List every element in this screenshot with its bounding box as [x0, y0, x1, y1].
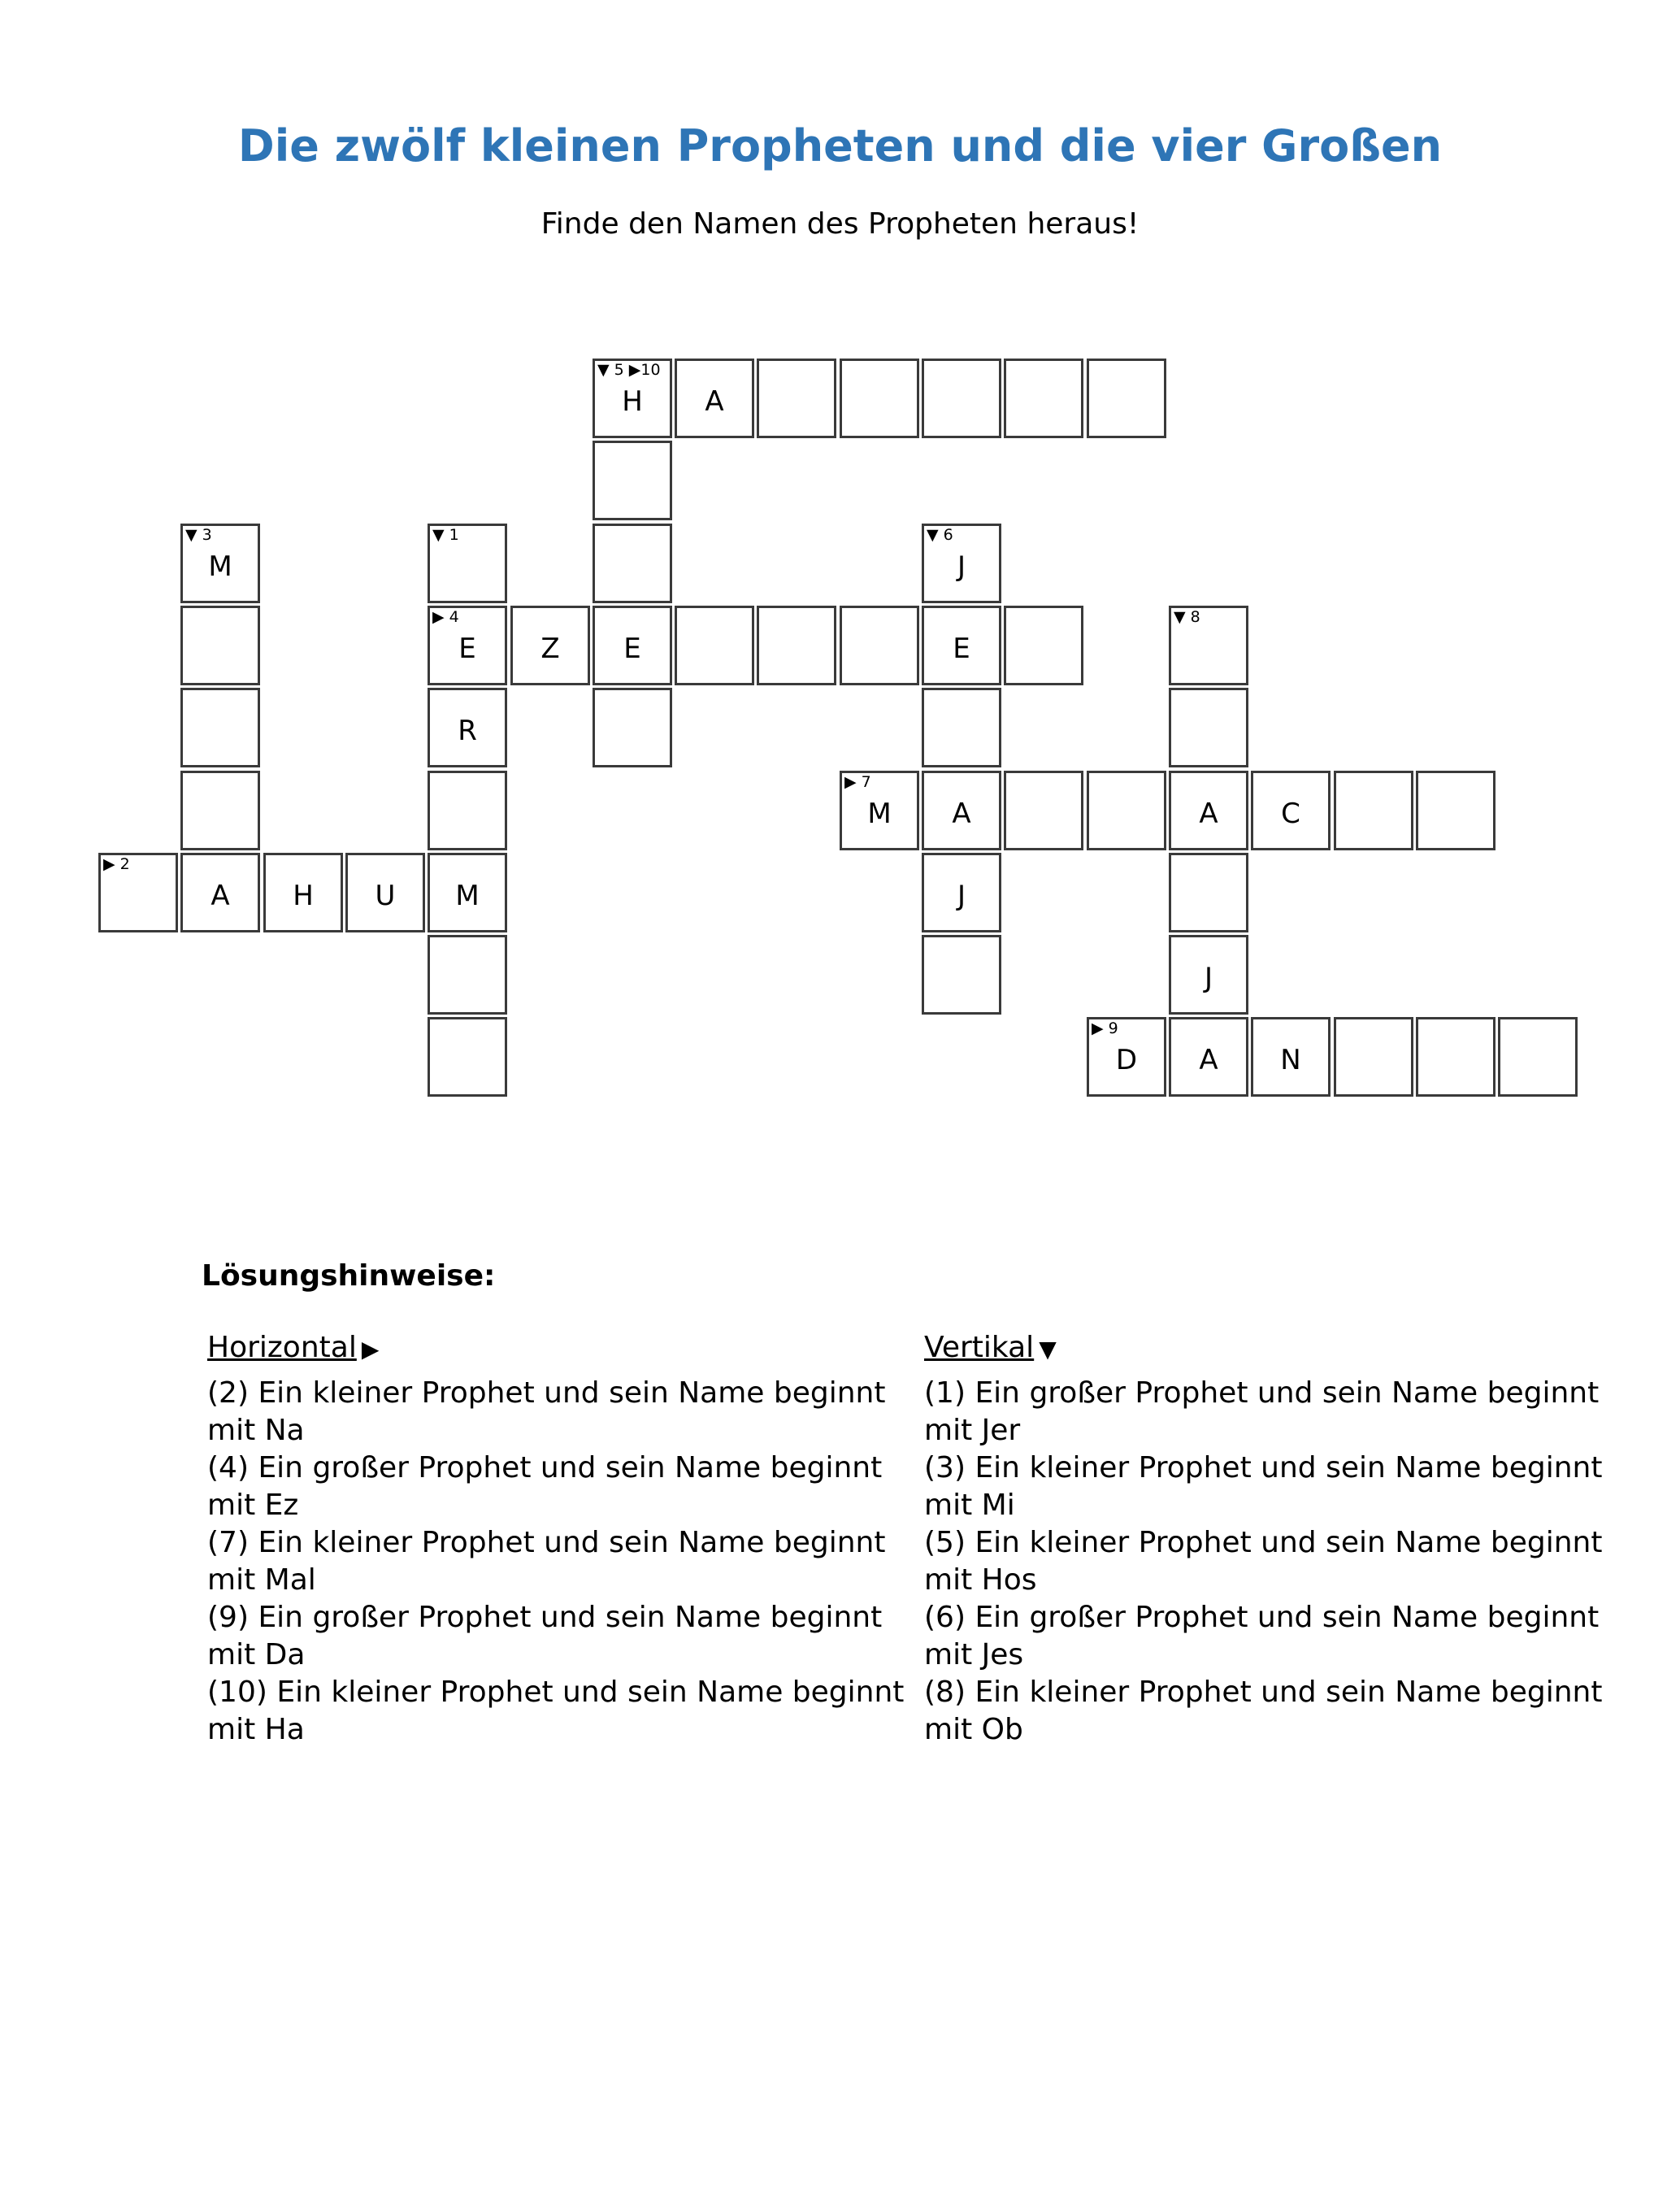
cell-letter: J	[957, 550, 966, 583]
grid-cell[interactable]	[593, 688, 672, 767]
cell-letter: A	[1199, 798, 1218, 830]
grid-cell[interactable]	[922, 935, 1001, 1015]
clue-vertical: (5) Ein kleiner Prophet und sein Name beginnt mit Hos	[924, 1526, 1603, 1597]
cell-letter: Z	[540, 632, 560, 665]
cell-letter: U	[375, 880, 396, 912]
grid-cell[interactable]	[428, 688, 507, 767]
grid-cell[interactable]	[593, 524, 672, 603]
grid-cell[interactable]	[1169, 606, 1248, 685]
grid-cell[interactable]	[1087, 359, 1166, 438]
vertical-label: Vertikal	[924, 1331, 1035, 1364]
hints-title: Lösungshinweise:	[202, 1259, 496, 1293]
clue-number: ▼ 8	[1174, 608, 1200, 626]
cell-letter: M	[867, 798, 892, 830]
grid-cell[interactable]	[1169, 688, 1248, 767]
grid-cell[interactable]	[593, 441, 672, 520]
grid-cell[interactable]	[180, 606, 260, 685]
clue-number: ▼ 1	[432, 526, 459, 544]
grid-cell[interactable]	[1169, 1017, 1248, 1097]
cell-letter: J	[1204, 962, 1213, 994]
grid-cell[interactable]	[428, 853, 507, 932]
grid-cell[interactable]	[1004, 606, 1083, 685]
grid-cell[interactable]	[1416, 771, 1496, 850]
grid-cell[interactable]	[428, 771, 507, 850]
clue-number: ▼ 3	[185, 526, 212, 544]
grid-cell[interactable]	[1169, 935, 1248, 1015]
cell-letter: E	[458, 632, 476, 665]
cell-letter: A	[1199, 1044, 1218, 1076]
grid-cell[interactable]	[675, 359, 754, 438]
cell-letter: M	[455, 880, 480, 912]
grid-cell[interactable]	[840, 771, 919, 850]
grid-cell[interactable]	[1334, 1017, 1413, 1097]
grid-cell[interactable]	[263, 853, 343, 932]
cell-letter: N	[1280, 1044, 1301, 1076]
grid-cell[interactable]	[840, 606, 919, 685]
clue-vertical: (8) Ein kleiner Prophet und sein Name beginnt mit Ob	[924, 1676, 1603, 1746]
grid-cell[interactable]	[98, 853, 178, 932]
grid-cell[interactable]	[428, 606, 507, 685]
grid-cell[interactable]	[180, 853, 260, 932]
cell-letter: H	[622, 385, 643, 418]
cell-letter: E	[953, 632, 970, 665]
cell-letter: J	[957, 880, 966, 912]
cell-letter: A	[952, 798, 971, 830]
grid-cell[interactable]	[1251, 1017, 1331, 1097]
grid-cell[interactable]	[922, 688, 1001, 767]
clue-number: ▼ 5 ▶10	[597, 361, 661, 379]
grid-cell[interactable]	[1004, 359, 1083, 438]
clue-number: ▶ 9	[1092, 1019, 1118, 1037]
clue-vertical: (6) Ein großer Prophet und sein Name beginnt mit Jes	[924, 1601, 1600, 1671]
grid-cell[interactable]	[180, 771, 260, 850]
clue-horizontal: (7) Ein kleiner Prophet und sein Name beginnt mit Mal	[207, 1526, 886, 1597]
grid-cell[interactable]	[1251, 771, 1331, 850]
grid-cell[interactable]	[922, 853, 1001, 932]
grid-cell[interactable]	[593, 606, 672, 685]
clue-number: ▶ 7	[844, 773, 871, 791]
grid-cell[interactable]	[840, 359, 919, 438]
cell-letter: A	[705, 385, 724, 418]
clue-number: ▶ 4	[432, 608, 459, 626]
cell-letter: H	[293, 880, 314, 912]
grid-cell[interactable]	[428, 935, 507, 1015]
grid-cell[interactable]	[180, 688, 260, 767]
cell-letter: D	[1115, 1044, 1138, 1076]
clue-horizontal: (4) Ein großer Prophet und sein Name beginnt mit Ez	[207, 1451, 883, 1522]
grid-cell[interactable]	[1416, 1017, 1496, 1097]
horizontal-label: Horizontal	[207, 1331, 357, 1364]
grid-cell[interactable]	[428, 524, 507, 603]
page-title: Die zwölf kleinen Propheten und die vier Großen	[237, 120, 1443, 172]
grid-cell[interactable]	[1087, 771, 1166, 850]
grid-cell[interactable]	[510, 606, 590, 685]
grid-cell[interactable]	[1004, 771, 1083, 850]
clue-horizontal: (2) Ein kleiner Prophet und sein Name beginnt mit Na	[207, 1376, 886, 1447]
cell-letter: C	[1281, 798, 1300, 830]
page-subtitle: Finde den Namen des Propheten heraus!	[540, 207, 1140, 241]
grid-cell[interactable]	[345, 853, 425, 932]
clue-vertical: (1) Ein großer Prophet und sein Name beginnt mit Jer	[924, 1376, 1600, 1447]
grid-cell[interactable]	[1087, 1017, 1166, 1097]
clue-vertical: (3) Ein kleiner Prophet und sein Name beginnt mit Mi	[924, 1451, 1603, 1522]
horizontal-clues	[207, 1329, 914, 1749]
clue-horizontal: (9) Ein großer Prophet und sein Name beginnt mit Da	[207, 1601, 883, 1671]
cell-letter: R	[458, 715, 477, 747]
horizontal-heading	[207, 1329, 914, 1368]
grid-cell[interactable]	[757, 606, 836, 685]
cell-letter: M	[208, 550, 232, 583]
clue-horizontal: (10) Ein kleiner Prophet und sein Name beginnt mit Ha	[207, 1676, 905, 1746]
grid-cell[interactable]	[922, 606, 1001, 685]
grid-cell[interactable]	[757, 359, 836, 438]
grid-cell[interactable]	[922, 359, 1001, 438]
clue-number: ▼ 6	[927, 526, 953, 544]
clue-number: ▶ 2	[103, 855, 130, 873]
grid-cell[interactable]	[1169, 853, 1248, 932]
grid-cell[interactable]	[922, 771, 1001, 850]
grid-cell[interactable]	[180, 524, 260, 603]
cell-letter: A	[211, 880, 230, 912]
grid-cell[interactable]	[428, 1017, 507, 1097]
right-arrow-icon: ▶	[361, 1336, 380, 1363]
vertical-clues	[924, 1329, 1631, 1749]
grid-cell[interactable]	[675, 606, 754, 685]
grid-cell[interactable]	[593, 359, 672, 438]
grid-cell[interactable]	[1334, 771, 1413, 850]
grid-cell[interactable]	[1498, 1017, 1578, 1097]
vertical-heading	[924, 1329, 1631, 1368]
grid-cell[interactable]	[1169, 771, 1248, 850]
down-arrow-icon: ▼	[1039, 1336, 1057, 1363]
grid-cell[interactable]	[922, 524, 1001, 603]
cell-letter: E	[623, 632, 641, 665]
